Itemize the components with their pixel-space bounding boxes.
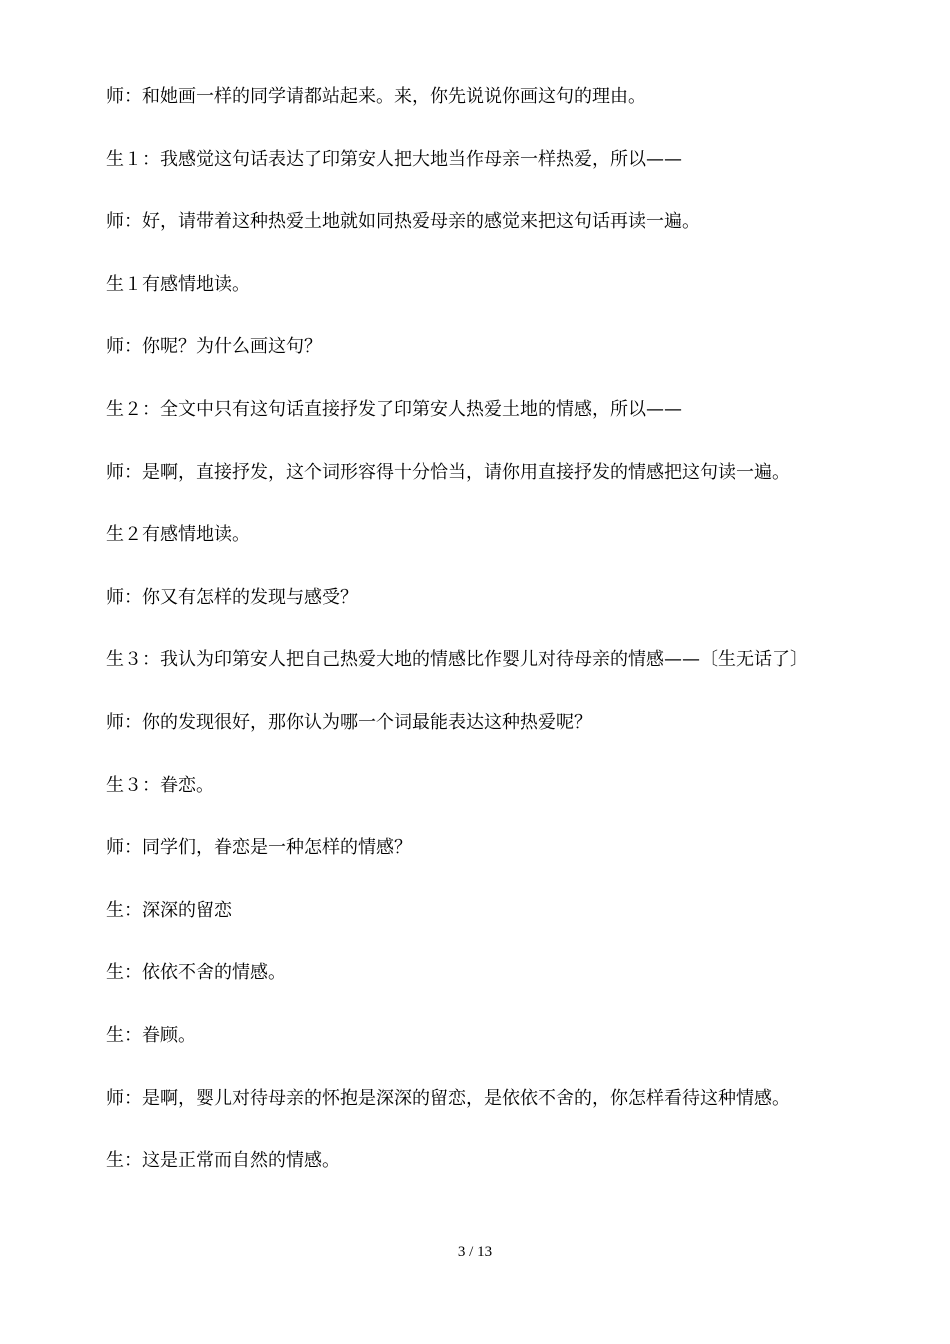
dialogue-line-5: 师：你呢？为什么画这句？ [106,336,322,358]
dialogue-line-9: 师：你又有怎样的发现与感受？ [106,586,358,608]
dialogue-line-17: 师：是啊，婴儿对待母亲的怀抱是深深的留恋，是依依不舍的，你怎样看待这种情感。 [106,1087,790,1109]
dialogue-lines [106,82,866,1209]
dialogue-line-16: 生：眷顾。 [106,1024,196,1046]
dialogue-line-18: 生：这是正常而自然的情感。 [106,1150,340,1172]
dialogue-line-6: 生２：全文中只有这句话直接抒发了印第安人热爱土地的情感，所以—— [106,398,682,420]
dialogue-line-15: 生：依依不舍的情感。 [106,962,286,984]
dialogue-line-8: 生２有感情地读。 [106,524,250,546]
dialogue-line-4: 生１有感情地读。 [106,273,250,295]
dialogue-line-2: 生１：我感觉这句话表达了印第安人把大地当作母亲一样热爱，所以—— [106,148,682,170]
dialogue-line-10: 生３：我认为印第安人把自己热爱大地的情感比作婴儿对待母亲的情感——〔生无话了〕 [106,649,808,671]
dialogue-line-1: 师：和她画一样的同学请都站起来。来，你先说说你画这句的理由。 [106,86,646,107]
dialogue-line-12: 生３：眷恋。 [106,774,214,796]
dialogue-line-3: 师：好，请带着这种热爱土地就如同热爱母亲的感觉来把这句话再读一遍。 [106,211,700,233]
dialogue-line-7: 师：是啊，直接抒发，这个词形容得十分恰当，请你用直接抒发的情感把这句读一遍。 [106,461,790,483]
dialogue-line-14: 生：深深的留恋 [106,899,232,921]
dialogue-line-13: 师：同学们，眷恋是一种怎样的情感？ [106,837,412,859]
dialogue-line-11: 师：你的发现很好，那你认为哪一个词最能表达这种热爱呢？ [106,711,592,733]
page-number: 3 / 13 [457,1244,493,1260]
